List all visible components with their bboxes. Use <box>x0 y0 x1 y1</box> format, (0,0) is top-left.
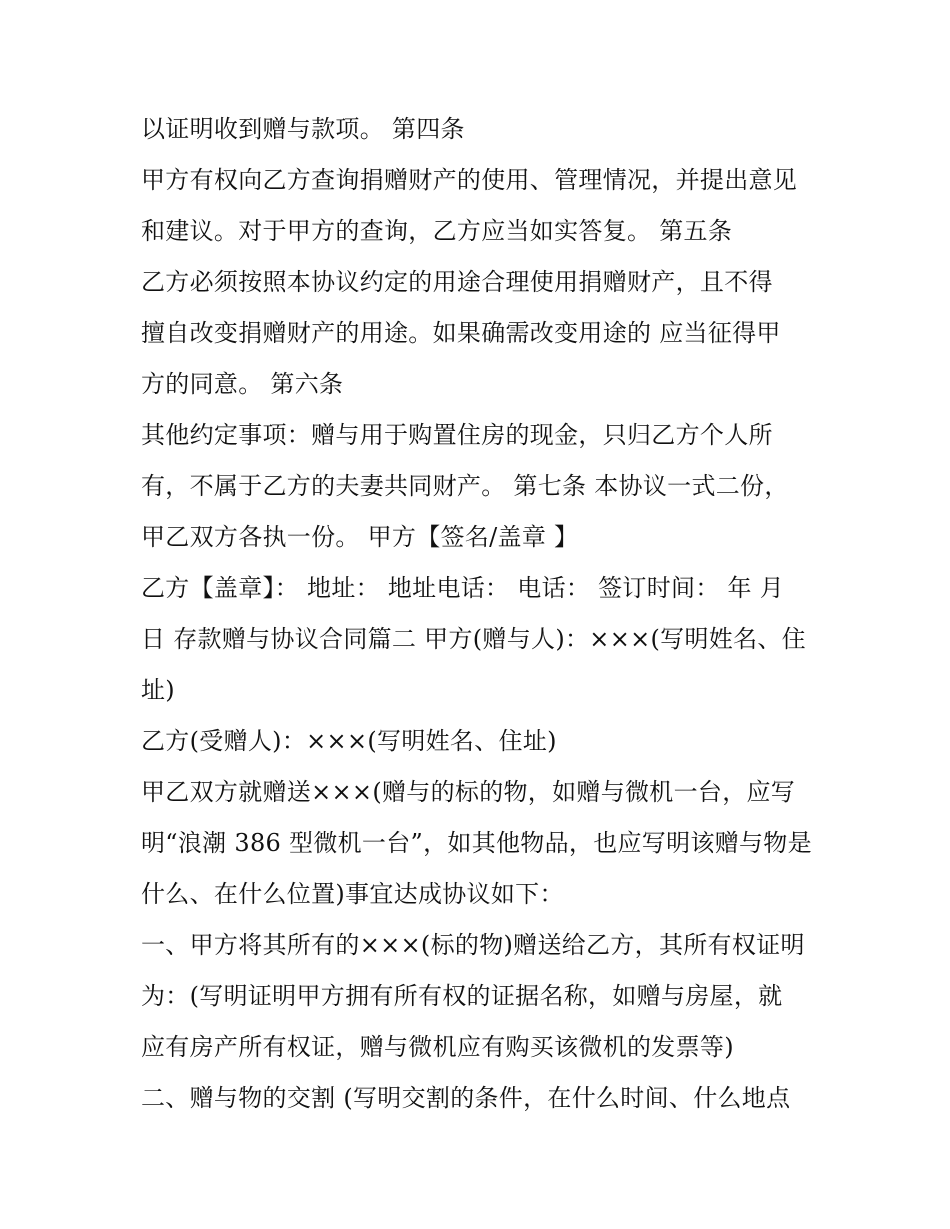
text-line: 日 存款赠与协议合同篇二 甲方(赠与人)：×××(写明姓名、住 <box>141 625 806 653</box>
text-line: 其他约定事项：赠与用于购置住房的现金，只归乙方个人所 <box>141 421 773 449</box>
text-line: 方的同意。 第六条 <box>141 370 344 398</box>
text-line: 以证明收到赠与款项。 第四条 <box>141 115 465 143</box>
document-body <box>141 108 821 1128</box>
text-line: 甲乙双方就赠送×××(赠与的标的物，如赠与微机一台，应写 <box>141 778 796 806</box>
text-line: 一、甲方将其所有的×××(标的物)赠送给乙方，其所有权证明 <box>141 931 805 959</box>
text-line: 乙方【盖章】： 地址： 地址电话： 电话： 签订时间： 年 月 <box>141 574 785 602</box>
text-line: 乙方(受赠人)：×××(写明姓名、住址) <box>141 727 557 755</box>
text-line: 什么、在什么位置)事宜达成协议如下： <box>141 880 564 908</box>
text-line: 明“浪潮 386 型微机一台”，如其他物品，也应写明该赠与物是 <box>141 829 812 857</box>
text-line: 有，不属于乙方的夫妻共同财产。 第七条 本协议一式二份， <box>141 472 789 500</box>
text-line: 址) <box>141 676 175 704</box>
text-line: 甲方有权向乙方查询捐赠财产的使用、管理情况，并提出意见 <box>141 166 798 194</box>
text-line: 甲乙双方各执一份。 甲方【签名/盖章 】 <box>141 523 579 551</box>
text-line: 和建议。对于甲方的查询，乙方应当如实答复。 第五条 <box>141 217 733 245</box>
text-line: 应有房产所有权证，赠与微机应有购买该微机的发票等) <box>141 1033 734 1061</box>
text-line: 擅自改变捐赠财产的用途。如果确需改变用途的 应当征得甲 <box>141 319 781 347</box>
text-line: 二、赠与物的交割 (写明交割的条件，在什么时间、什么地点 <box>141 1084 791 1112</box>
text-line: 乙方必须按照本协议约定的用途合理使用捐赠财产，且不得 <box>141 268 773 296</box>
text-line: 为：(写明证明甲方拥有所有权的证据名称，如赠与房屋，就 <box>141 982 783 1010</box>
